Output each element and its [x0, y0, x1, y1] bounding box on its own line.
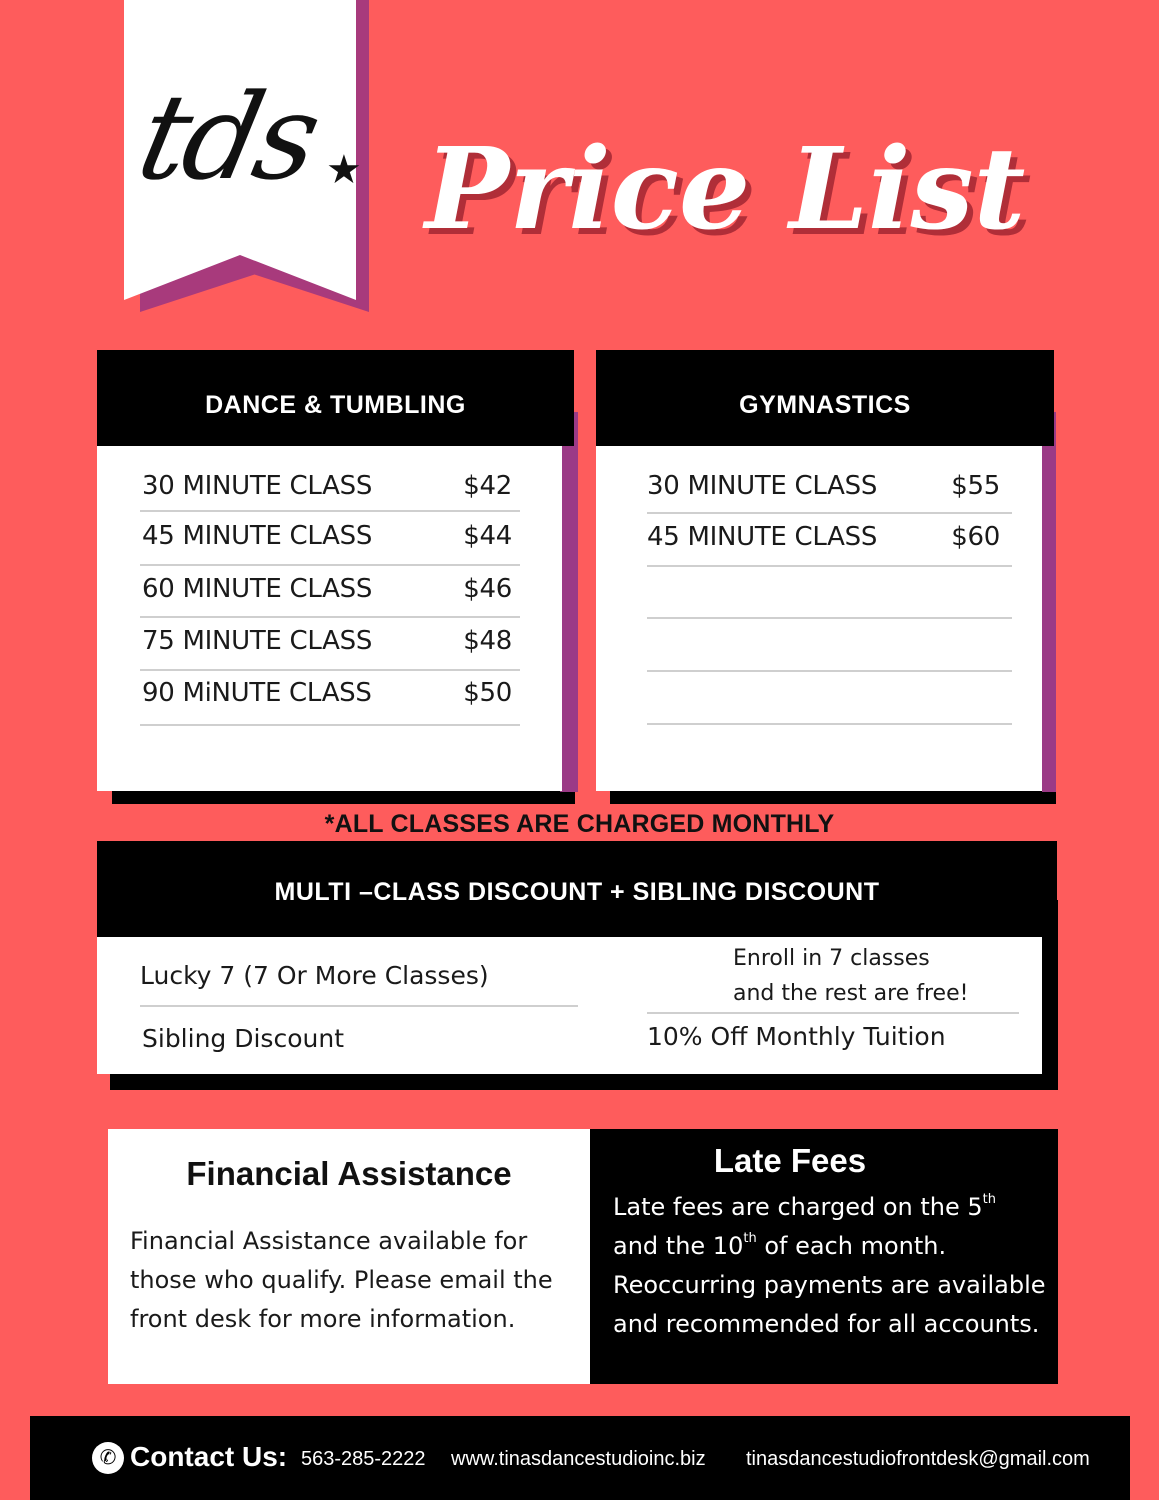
- late-fees-rest: Reoccurring payments are available and recommended for all accounts.: [613, 1271, 1046, 1338]
- lucky7-desc-line1: Enroll in 7 classes: [733, 946, 930, 971]
- price-row: [647, 466, 1000, 506]
- lucky7-desc-line2: and the rest are free!: [733, 981, 969, 1006]
- row-divider: [647, 565, 1012, 567]
- late-fees-body: [613, 1188, 1053, 1344]
- contact-label: Contact Us:: [130, 1441, 288, 1472]
- row-divider: [140, 510, 520, 512]
- class-label: 30 MINUTE CLASS: [647, 471, 878, 501]
- dance-card-header: DANCE & TUMBLING: [97, 350, 574, 446]
- row-divider: [140, 564, 520, 566]
- financial-assistance-body: Financial Assistance available for those who qualify. Please email the front desk for more information.: [130, 1227, 553, 1333]
- price-row: [142, 621, 512, 661]
- class-label: 75 MINUTE CLASS: [142, 626, 373, 656]
- logo: tds: [127, 68, 329, 206]
- class-price: $46: [463, 574, 512, 604]
- monthly-charge-note: *ALL CLASSES ARE CHARGED MONTHLY: [324, 810, 835, 838]
- late-fees-line2: and the 10: [613, 1232, 744, 1260]
- late-fees-line2-end: of each month.: [756, 1232, 947, 1260]
- price-row: [647, 517, 1000, 557]
- late-fees-title: Late Fees: [713, 1142, 867, 1179]
- row-divider: [140, 669, 520, 671]
- discount-card-header: MULTI –CLASS DISCOUNT + SIBLING DISCOUNT: [97, 841, 1057, 937]
- row-divider: [140, 616, 520, 618]
- class-price: $55: [951, 471, 1000, 501]
- dance-card-accent: [560, 412, 578, 792]
- class-price: $42: [463, 471, 512, 501]
- price-row: [142, 569, 512, 609]
- class-label: 30 MINUTE CLASS: [142, 471, 373, 501]
- late-fees-sup1: th: [982, 1192, 997, 1207]
- late-fees-sup2: th: [743, 1231, 757, 1246]
- price-row: [142, 466, 512, 506]
- contact-website-link[interactable]: www.tinasdancestudioinc.biz: [451, 1448, 706, 1470]
- row-divider: [647, 670, 1012, 672]
- lucky7-label: Lucky 7 (7 Or More Classes): [140, 961, 489, 990]
- late-fees-line1: Late fees are charged on the 5: [613, 1193, 983, 1221]
- row-divider: [140, 724, 520, 726]
- gym-card-accent: [1042, 412, 1056, 792]
- gym-card-header: GYMNASTICS: [596, 350, 1054, 446]
- row-divider: [140, 1005, 578, 1007]
- row-divider: [647, 1012, 1019, 1014]
- page-title: Price List: [425, 124, 1026, 255]
- class-label: 60 MINUTE CLASS: [142, 574, 373, 604]
- price-row: [142, 516, 512, 556]
- class-label: 45 MINUTE CLASS: [647, 522, 878, 552]
- row-divider: [647, 617, 1012, 619]
- class-label: 45 MINUTE CLASS: [142, 521, 373, 551]
- sibling-desc: 10% Off Monthly Tuition: [647, 1022, 946, 1051]
- class-price: $60: [951, 522, 1000, 552]
- star-icon: ★: [326, 148, 362, 192]
- contact-email-link[interactable]: tinasdancestudiofrontdesk@gmail.com: [746, 1448, 1090, 1470]
- financial-assistance-title: Financial Assistance: [186, 1155, 512, 1192]
- class-price: $44: [463, 521, 512, 551]
- contact-phone[interactable]: 563-285-2222: [301, 1448, 426, 1470]
- phone-icon: ✆: [92, 1442, 124, 1474]
- class-label: 90 MiNUTE CLASS: [142, 678, 372, 708]
- class-price: $48: [463, 626, 512, 656]
- row-divider: [647, 512, 1012, 514]
- class-price: $50: [463, 678, 512, 708]
- price-row: [142, 673, 512, 713]
- row-divider: [647, 723, 1012, 725]
- sibling-label: Sibling Discount: [142, 1024, 344, 1053]
